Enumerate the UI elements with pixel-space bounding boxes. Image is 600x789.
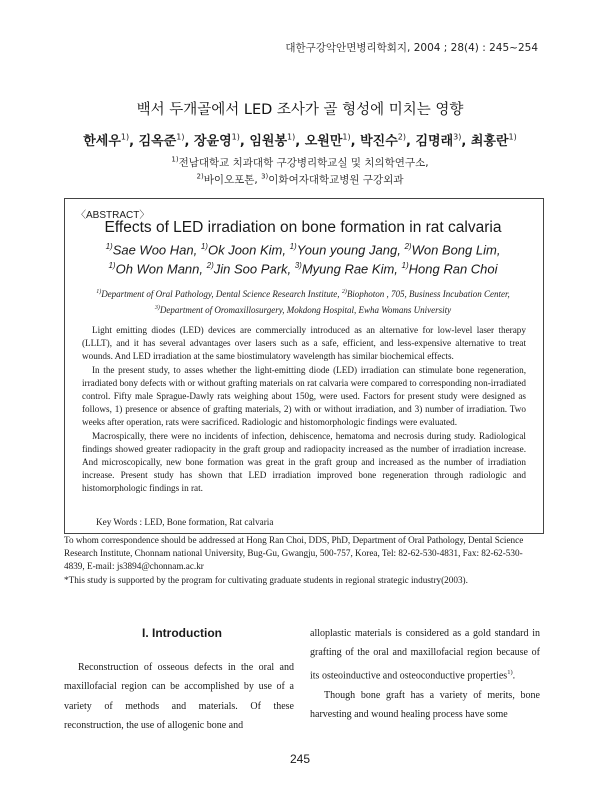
correspondence-footnote: To whom correspondence should be addressed at Hong Ran Choi, DDS, PhD, Department of Oral Pathology, Dental Science Research Institute, Chonnam national University, Bug-Gu, Gwangju, 500-757, Korea, Tel: 82-62-530-4831, Fax: 82-62-530-4839, E-mail: js3894@chonnam.ac.kr bbox=[64, 535, 524, 572]
korean-authors: 한세우$^{1)}$, 김옥준$^{1)}$, 장윤영$^{1)}$, 임원봉$^{1)}$, 오원만$^{1)}$, 박진수$^{2)}$, 김명래$^{3)}$, 최홍란$^{1)}$ bbox=[83, 132, 517, 149]
english-title: Effects of LED irradiation on bone formation in rat calvaria bbox=[104, 219, 502, 236]
english-authors-line-1: $^{1)}$Sae Woo Han, $^{1)}$Ok Joon Kim, $^{1)}$Youn young Jang, $^{2)}$Won Bong Lim, bbox=[105, 242, 501, 258]
author: Oh Won Mann, bbox=[115, 261, 207, 277]
abstract-paragraph: Macrospically, there were no incidents of infection, dehiscence, hematoma and necrosis during study. Radiological findings showed greater radiopacity in the graft group and radiopacity increased as the number of irradiation increase. And microscopically, new bone formation was great in the graft group and increased as the number of irradiation increase. Present study has shown that LED irradiation improved bone regeneration through radiologic and histomorphologic findings in rat. bbox=[82, 430, 526, 494]
author: Ok Joon Kim, bbox=[207, 242, 290, 258]
abstract-paragraph: In the present study, to asses whether the light-emitting diode (LED) irradiation can stimulate bone regeneration, irradiated bony defects with or without grafting materials on rat calvaria were compared to corresponding non-irradiated control. Fifty male Sprague-Dawly rats weighing about 150g, were used. Factors for present study were designed as follows, 1) presence or absence of grafting materials, 2) with or without irradiation, and 3) number of irradiation. Two weeks after operation, rats were sacrificed. Radiologic and histomorphologic findings were evaluated. bbox=[82, 364, 526, 428]
korean-affiliation-1: $^{1)}$전남대학교 치과대학 구강병리학교실 및 치의학연구소, bbox=[171, 155, 429, 169]
author: 최홍란 bbox=[470, 134, 509, 149]
author: Myung Rae Kim, bbox=[301, 261, 402, 277]
author: 박진수 bbox=[360, 134, 398, 149]
body-paragraph: Reconstruction of osseous defects in the oral and maxillofacial region can be accomplished by use of a variety of methods and materials. Of these reconstruction, the use of allogenic bone and bbox=[64, 662, 294, 732]
korean-title: 백서 두개골에서 LED 조사가 골 형성에 미치는 영향 bbox=[136, 102, 464, 118]
section-heading: I. Introduction bbox=[142, 626, 222, 640]
english-affiliation-1: $^{1)}$Department of Oral Pathology, Dental Science Research Institute, $^{2)}$Biophoton , 705, Business Incubation Center, bbox=[96, 289, 510, 299]
author: 임원봉 bbox=[249, 134, 288, 149]
author: 오원만 bbox=[304, 134, 343, 149]
author: 장윤영 bbox=[193, 134, 232, 149]
body-column-right bbox=[310, 624, 540, 724]
body-paragraph: alloplastic materials is considered as a gold standard in grafting of the oral and maxillofacial region because of its osteoinductive and osteoconductive properties$^{1)}$. bbox=[310, 628, 540, 682]
english-affiliation-2: $^{3)}$Department of Oromaxillosurgery, Mokdong Hospital, Ewha Womans University bbox=[154, 305, 452, 315]
support-footnote: *This study is supported by the program for cultivating graduate students in regional strategic industry(2003). bbox=[64, 575, 468, 585]
abstract-paragraph: Light emitting diodes (LED) devices are commercially introduced as an alternative for low-level laser therapy (LLLT), and it has several advantages over lasers such as a safe, efficient, and less-expensive alternative to treat wounds. And LED irradiation at the same biostimulatory wavelength has similar biochemical effects. bbox=[82, 325, 526, 362]
body-column-left bbox=[64, 658, 294, 736]
english-authors-line-2: $^{1)}$Oh Won Mann, $^{2)}$Jin Soo Park, $^{3)}$Myung Rae Kim, $^{1)}$Hong Ran Choi bbox=[108, 261, 498, 277]
author: 김옥준 bbox=[138, 134, 177, 149]
page-number: 245 bbox=[289, 752, 311, 766]
abstract-body bbox=[82, 324, 526, 496]
abstract-label: 〈ABSTRACT〉 bbox=[76, 210, 150, 221]
author: Youn young Jang, bbox=[296, 242, 405, 258]
author: 김명래 bbox=[415, 134, 454, 149]
author: 한세우 bbox=[83, 134, 121, 149]
author: Hong Ran Choi bbox=[408, 261, 498, 277]
author: Won Bong Lim, bbox=[411, 242, 501, 258]
author: Jin Soo Park, bbox=[213, 261, 295, 277]
author: Sae Woo Han, bbox=[112, 242, 201, 258]
keywords: Key Words : LED, Bone formation, Rat calvaria bbox=[96, 517, 274, 527]
body-paragraph: Though bone graft has a variety of merits, bone harvesting and wound healing process have some bbox=[310, 689, 540, 720]
journal-reference: 대한구강악안면병리학회지, 2004 ; 28(4) : 245~254 bbox=[285, 42, 538, 54]
korean-affiliation-2: $^{2)}$바이오포톤, $^{3)}$이화여자대학교병원 구강외과 bbox=[196, 172, 404, 186]
